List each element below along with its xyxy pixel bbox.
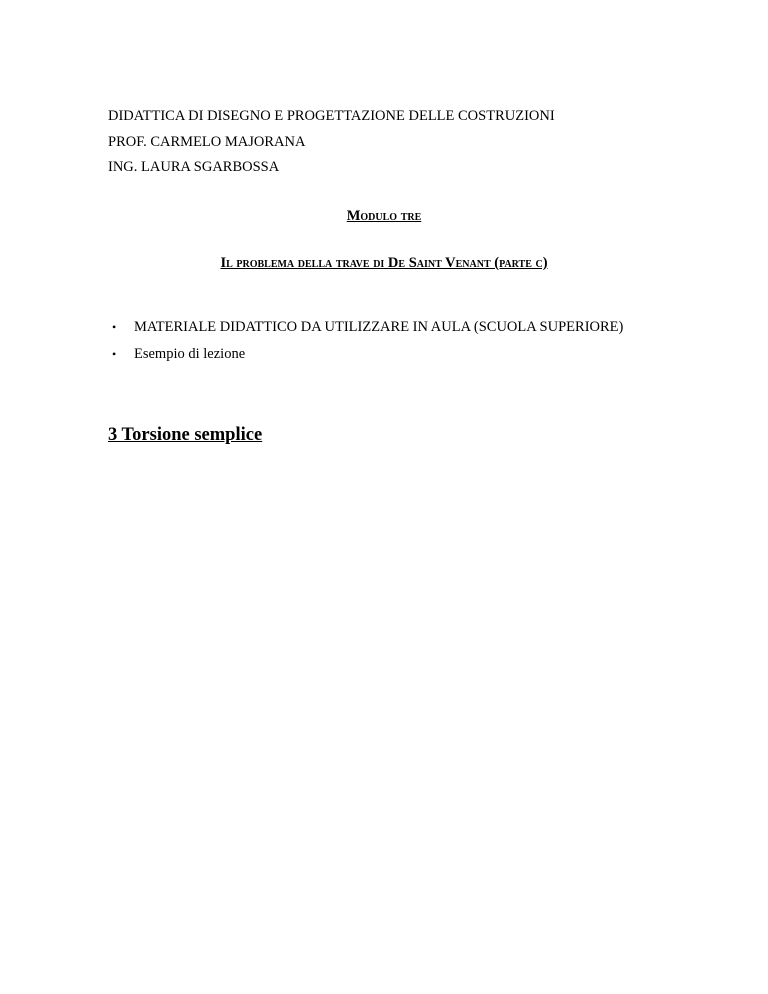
bullet-text: Esempio di lezione (134, 346, 246, 362)
professor-name: PROF. CARMELO MAJORANA (108, 134, 306, 150)
bullet-text: MATERIALE DIDATTICO DA UTILIZZARE IN AULA (SCUOLA SUPERIORE) (134, 319, 624, 335)
engineer-name: ING. LAURA SGARBOSSA (108, 159, 280, 175)
bullet-icon: • (112, 347, 117, 361)
course-title: DIDATTICA DI DISEGNO E PROGETTAZIONE DELLE COSTRUZIONI (108, 108, 555, 124)
bullet-item-materials (112, 318, 623, 336)
bullet-icon: • (112, 320, 117, 334)
bullet-item-lesson (112, 345, 245, 363)
module-subtitle: Il problema della trave di De Saint Venant (parte c) (220, 255, 548, 271)
module-title: Modulo tre (346, 208, 422, 224)
section-heading: 3 Torsione semplice (108, 425, 263, 445)
